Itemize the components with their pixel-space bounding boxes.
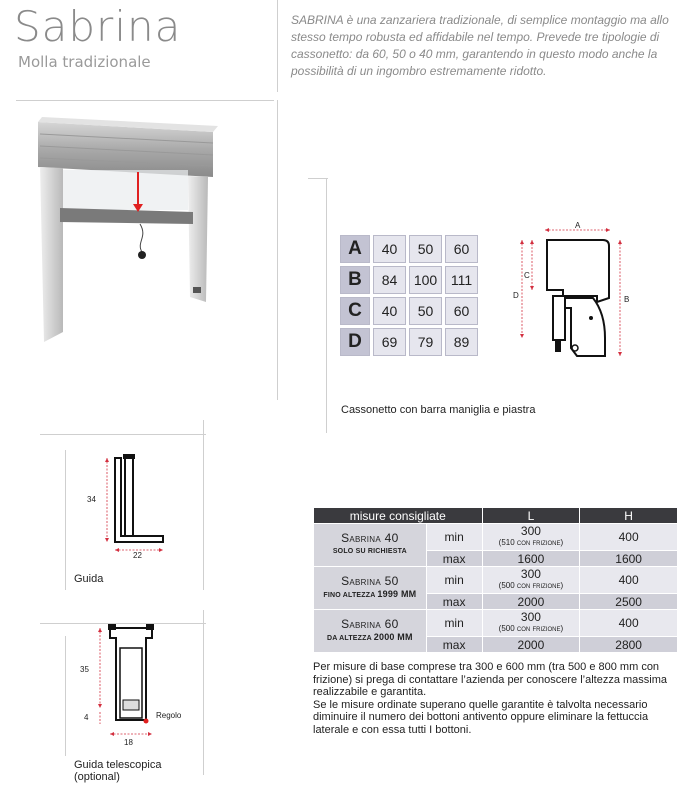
divider: [40, 434, 206, 435]
model-cell: [314, 567, 427, 610]
min-h: 400: [580, 610, 678, 637]
table-cell: 100: [409, 266, 442, 294]
max-h: 2800: [580, 637, 678, 653]
model-note: [314, 631, 426, 645]
divider: [326, 178, 327, 433]
table-cell: 89: [445, 328, 478, 356]
guida-dim-height: 34: [87, 495, 96, 504]
note-paragraph: Se le misure ordinate superano quelle garantite è talvolta necessario diminuire il numero dei bottoni antivento oppure eliminare la fettuccia laterale e con essa tutti I bottoni.: [313, 698, 649, 736]
cassonetto-dimension-table: [337, 232, 481, 359]
min-h: 400: [580, 524, 678, 551]
divider: [203, 420, 204, 590]
telescopica-dim-small: 4: [84, 713, 89, 722]
model-name: Sabrina 40: [341, 531, 399, 545]
intro-text: SABRINA è una zanzariera tradizionale, di semplice montaggio ma allo stesso tempo robusta ed affidabile nel tempo. Prevede tre tipologie di cassonetto: da 60, 50 o 40 mm, garantendo in questo modo anche la possibilità di un ingombro estremamente ridotto.: [291, 13, 669, 78]
min-l-sub: (500 con frizione): [498, 624, 564, 633]
max-h: 1600: [580, 551, 678, 567]
page-title: Sabrina: [14, 2, 182, 51]
min-h: 400: [580, 567, 678, 594]
model-cell: [314, 610, 427, 653]
row-label: B: [340, 266, 370, 294]
header-misure: misure consigliate: [314, 508, 483, 524]
guida-diagram: [85, 450, 195, 560]
regolo-label: Regolo: [156, 711, 182, 720]
max-label: max: [426, 637, 482, 653]
divider: [308, 178, 328, 179]
model-name: Sabrina 50: [341, 573, 399, 588]
guida-telescopica-caption: [74, 759, 161, 783]
divider: [16, 100, 274, 101]
divider: [277, 100, 278, 400]
table-cell: 69: [373, 328, 406, 356]
guida-telescopica-diagram: [78, 620, 198, 748]
row-label: C: [340, 297, 370, 325]
diagram-label-d: D: [513, 291, 519, 300]
max-label: max: [426, 594, 482, 610]
table-row: [314, 567, 678, 594]
model-name: Sabrina 60: [341, 616, 399, 631]
cassonetto-caption: Cassonetto con barra maniglia e piastra: [341, 404, 536, 416]
model-note-text: FINO ALTEZZA: [323, 591, 376, 599]
table-cell: 40: [373, 235, 406, 263]
model-note-value: 1999 MM: [377, 588, 417, 599]
max-l: 1600: [482, 551, 580, 567]
model-note: [314, 545, 426, 558]
caption-line: Guida telescopica: [74, 759, 162, 771]
model-note: [314, 588, 426, 602]
table-cell: 40: [373, 297, 406, 325]
max-h: 2500: [580, 594, 678, 610]
caption-line: (optional): [74, 771, 120, 783]
table-row: [314, 610, 678, 637]
max-label: max: [426, 551, 482, 567]
header-l: L: [482, 508, 580, 524]
min-l: [482, 524, 580, 551]
misure-table: [313, 507, 678, 653]
table-row: [314, 524, 678, 551]
diagram-label-c: C: [524, 271, 530, 280]
min-l-value: 300: [520, 524, 541, 538]
min-l: [482, 610, 580, 637]
model-cell: [314, 524, 427, 567]
misure-note: [313, 661, 678, 736]
note-paragraph: Per misure di base comprese tra 300 e 600 mm (tra 500 e 800 mm con frizione) si prega di contattare l’azienda per conoscere l’altezza massima realizzabile e garantita.: [313, 661, 668, 698]
divider: [203, 610, 204, 775]
table-cell: 60: [445, 297, 478, 325]
telescopica-dim-height: 35: [80, 665, 89, 674]
row-label: D: [340, 328, 370, 356]
min-l-value: 300: [520, 567, 541, 581]
table-cell: 50: [409, 297, 442, 325]
model-note-text: SOLO SU RICHIESTA: [332, 548, 407, 555]
table-cell: 79: [409, 328, 442, 356]
table-cell: 111: [445, 266, 478, 294]
table-row: [340, 328, 478, 356]
table-cell: 84: [373, 266, 406, 294]
telescopica-dim-width: 18: [124, 738, 133, 747]
table-cell: 50: [409, 235, 442, 263]
model-note-value: 2000 MM: [373, 631, 413, 642]
row-label: A: [340, 235, 370, 263]
min-l-sub: (500 con frizione): [498, 581, 564, 590]
model-note-text: DA ALTEZZA: [326, 634, 372, 642]
min-label: min: [426, 567, 482, 594]
min-l-value: 300: [520, 610, 541, 624]
min-label: min: [426, 610, 482, 637]
table-row: [340, 266, 478, 294]
diagram-label-b: B: [624, 295, 630, 304]
divider: [277, 0, 278, 92]
max-l: 2000: [482, 637, 580, 653]
table-row: [340, 235, 478, 263]
table-row: [340, 297, 478, 325]
min-l: [482, 567, 580, 594]
page-subtitle: Molla tradizionale: [18, 53, 151, 71]
divider: [65, 636, 66, 756]
table-cell: 60: [445, 235, 478, 263]
table-header-row: [314, 508, 678, 524]
guida-dim-width: 22: [133, 551, 142, 560]
guida-caption: Guida: [74, 573, 104, 585]
min-l-sub: (510 con frizione): [498, 538, 564, 547]
divider: [65, 450, 66, 590]
max-l: 2000: [482, 594, 580, 610]
cassonetto-diagram: [505, 218, 635, 363]
product-image: [28, 112, 238, 347]
diagram-label-a: A: [575, 221, 581, 230]
header-h: H: [580, 508, 678, 524]
min-label: min: [426, 524, 482, 551]
